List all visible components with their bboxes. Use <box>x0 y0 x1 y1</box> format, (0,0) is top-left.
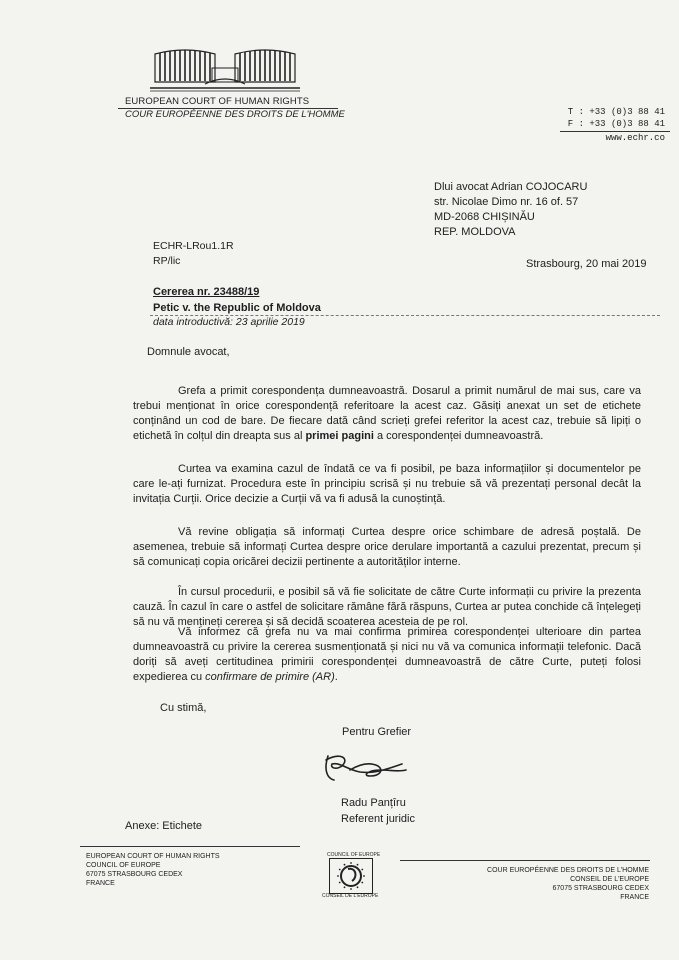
paragraph-2: Curtea va examina cazul de îndată ce va fi posibil, pe baza informațiilor și documentelor pe care le-ați furnizat. Procedura este în principiu scrisă și nu trebuie să vă prezentați personal decât la invitația Curții. Orice decizie a Curții vă va fi adusă la cunoștință. <box>133 463 641 505</box>
footer-right-line: COUR EUROPÉENNE DES DROITS DE L'HOMME <box>487 867 649 874</box>
closing: Cu stimă, <box>160 702 207 714</box>
signatory-for: Pentru Grefier <box>342 726 412 738</box>
handwritten-signature <box>320 748 410 788</box>
paragraph-5-text: Vă informez că grefa nu va mai confirma primirea corespondenței ulterioare din partea dumneavoastră cu privire la cererea susmenționată și nici nu vă va comunica informații telefonic. Dacă doriți să aveți certitudinea primirii corespondenței dumneavoastră de către Curte, puteți folosi expedierea cu <box>133 626 641 683</box>
case-number: Cererea nr. 23488/19 <box>153 286 260 298</box>
paragraph-1 <box>133 384 641 444</box>
footer-divider-left <box>80 846 300 847</box>
footer-left-line: COUNCIL OF EUROPE <box>86 862 161 869</box>
footer-right-address <box>487 866 649 902</box>
footer-right-line: CONSEIL DE L'EUROPE <box>570 876 649 883</box>
coe-label-top: COUNCIL OF EUROPE <box>327 852 381 858</box>
case-title: Petic v. the Republic of Moldova <box>153 302 321 314</box>
signatory-role: Referent juridic <box>341 813 415 825</box>
court-name-en: EUROPEAN COURT OF HUMAN RIGHTS <box>125 96 310 107</box>
signatory-name: Radu Panțîru <box>341 797 406 809</box>
footer-right-line: FRANCE <box>620 894 649 901</box>
recipient-line: REP. MOLDOVA <box>434 226 516 238</box>
case-divider <box>150 315 660 316</box>
website[interactable]: www.echr.co <box>605 133 665 143</box>
phone-number: T : +33 (0)3 88 41 <box>567 107 665 117</box>
coe-emblem-icon <box>330 859 372 893</box>
paragraph-1-text: Grefa a primit corespondența dumneavoastră. Dosarul a primit numărul de mai sus, care va trebui menționat în orice corespondență referitoare la acest caz. Găsiți anexat un set de etichete conținând un cod de bare. De fiecare dată când scrieți grefei referitor la acest caz, trebuie să lipiți o etichetă în colțul din dreapta sus al <box>133 385 641 442</box>
salutation: Domnule avocat, <box>147 346 230 358</box>
coe-label-bottom: CONSEIL DE L'EUROPE <box>322 893 379 899</box>
paragraph-1-bold: primei pagini <box>305 430 374 442</box>
case-intro-date: data introductivă: 23 aprilie 2019 <box>153 316 305 328</box>
recipient-line: MD-2068 CHIȘINĂU <box>434 211 535 223</box>
recipient-line: Dlui avocat Adrian COJOCARU <box>434 181 588 193</box>
paragraph-1-end: a corespondenței dumneavoastră. <box>373 430 544 442</box>
paragraph-5-end: . <box>334 671 338 683</box>
footer-left-address <box>86 852 220 888</box>
echr-building-logo <box>150 44 300 94</box>
recipient-line: str. Nicolae Dimo nr. 16 of. 57 <box>434 196 579 208</box>
reference-code: ECHR-LRou1.1R <box>153 240 234 252</box>
letter-date: Strasbourg, 20 mai 2019 <box>526 258 647 270</box>
annex: Anexe: Etichete <box>125 820 203 832</box>
court-name-fr: COUR EUROPÉENNE DES DROITS DE L'HOMME <box>125 109 345 120</box>
footer-right-line: 67075 STRASBOURG CEDEX <box>552 885 649 892</box>
paragraph-5-italic: confirmare de primire (AR) <box>205 671 335 683</box>
paragraph-3: Vă revine obligația să informați Curtea despre orice schimbare de adresă poștală. De asemenea, trebuie să informați Curtea despre orice derulare importantă a cazului prezentat, precum și să comunicați copia oricărei decizii pertinente a autorităților interne. <box>133 526 641 568</box>
footer-left-line: EUROPEAN COURT OF HUMAN RIGHTS <box>86 853 220 860</box>
reference-initials: RP/lic <box>153 255 181 267</box>
footer-left-line: 67075 STRASBOURG CEDEX <box>86 871 183 878</box>
footer-divider-right <box>400 860 650 861</box>
council-of-europe-logo <box>329 858 373 894</box>
reference-block <box>153 239 234 269</box>
fax-number: F : +33 (0)3 88 41 <box>567 119 665 129</box>
paragraph-5 <box>133 625 641 685</box>
footer-left-line: FRANCE <box>86 880 115 887</box>
paragraph-4: În cursul procedurii, e posibil să vă fie solicitate de către Curte informații cu privire la prezenta cauză. În cazul în care o astfel de solicitare rămâne fără răspuns, Curtea ar putea conchide că înțelegeți să nu vă mențineți cererea și să decidă scoaterea acesteia de pe rol. <box>133 586 641 628</box>
recipient-address <box>434 180 587 240</box>
